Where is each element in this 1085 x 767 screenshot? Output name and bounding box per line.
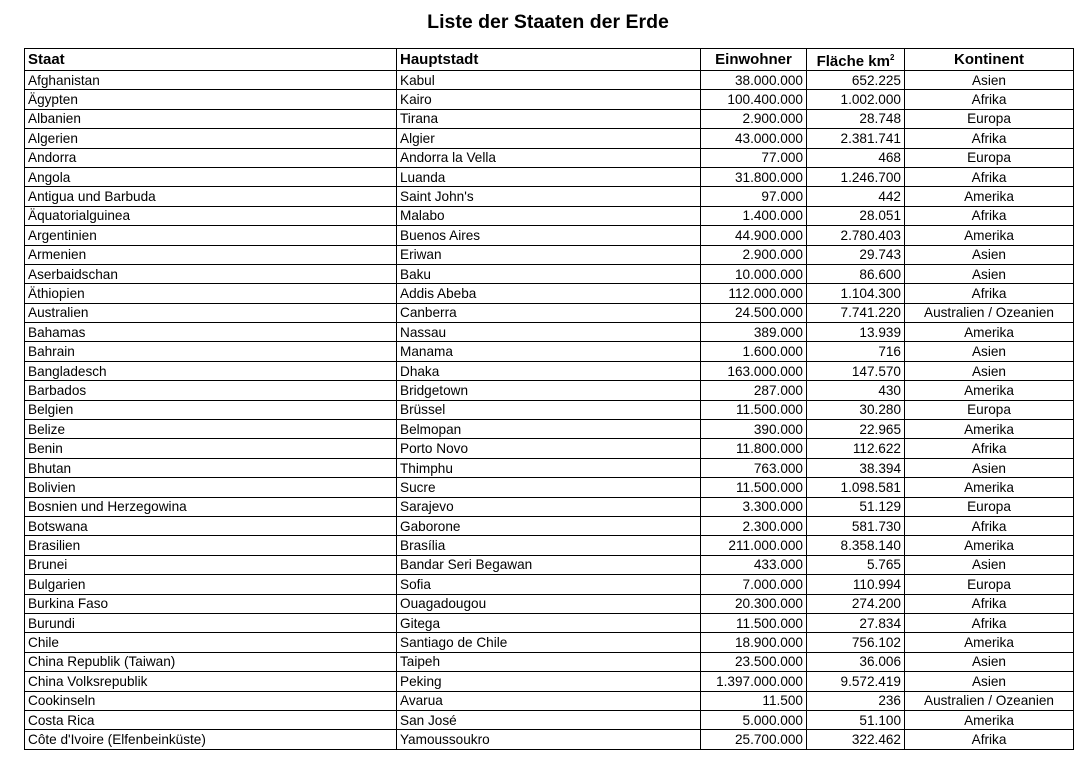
cell-staat: Barbados [25,381,397,400]
cell-einwohner: 44.900.000 [701,226,807,245]
cell-flaeche: 430 [807,381,905,400]
cell-staat: Andorra [25,148,397,167]
cell-kontinent: Afrika [905,439,1074,458]
cell-flaeche: 1.104.300 [807,284,905,303]
cell-flaeche: 581.730 [807,516,905,535]
cell-kontinent: Asien [905,361,1074,380]
column-header-hauptstadt: Hauptstadt [397,49,701,71]
cell-flaeche: 1.002.000 [807,90,905,109]
cell-flaeche: 322.462 [807,730,905,749]
cell-einwohner: 77.000 [701,148,807,167]
cell-hauptstadt: Bandar Seri Begawan [397,555,701,574]
cell-kontinent: Amerika [905,323,1074,342]
cell-kontinent: Amerika [905,187,1074,206]
cell-staat: China Volksrepublik [25,672,397,691]
cell-staat: Ägypten [25,90,397,109]
cell-hauptstadt: Nassau [397,323,701,342]
cell-flaeche: 468 [807,148,905,167]
table-row [25,323,1074,342]
cell-hauptstadt: Thimphu [397,458,701,477]
column-header-flaeche [807,49,905,71]
cell-einwohner: 163.000.000 [701,361,807,380]
cell-staat: Armenien [25,245,397,264]
cell-hauptstadt: Saint John's [397,187,701,206]
table-row [25,303,1074,322]
cell-staat: Botswana [25,516,397,535]
cell-einwohner: 11.500 [701,691,807,710]
table-row [25,536,1074,555]
cell-einwohner: 1.400.000 [701,206,807,225]
cell-hauptstadt: Santiago de Chile [397,633,701,652]
cell-flaeche: 51.129 [807,497,905,516]
cell-staat: Bhutan [25,458,397,477]
cell-einwohner: 43.000.000 [701,129,807,148]
cell-flaeche: 442 [807,187,905,206]
cell-hauptstadt: Brüssel [397,400,701,419]
column-header-einwohner: Einwohner [701,49,807,71]
cell-flaeche: 2.780.403 [807,226,905,245]
cell-staat: Aserbaidschan [25,264,397,283]
cell-staat: Bangladesch [25,361,397,380]
cell-flaeche: 147.570 [807,361,905,380]
cell-einwohner: 25.700.000 [701,730,807,749]
cell-hauptstadt: Kabul [397,71,701,90]
cell-staat: Algerien [25,129,397,148]
cell-flaeche: 86.600 [807,264,905,283]
table-row [25,594,1074,613]
cell-einwohner: 11.500.000 [701,478,807,497]
cell-flaeche: 112.622 [807,439,905,458]
cell-flaeche: 13.939 [807,323,905,342]
cell-hauptstadt: Manama [397,342,701,361]
cell-einwohner: 11.500.000 [701,400,807,419]
cell-einwohner: 23.500.000 [701,652,807,671]
cell-einwohner: 100.400.000 [701,90,807,109]
cell-staat: Belize [25,420,397,439]
cell-einwohner: 112.000.000 [701,284,807,303]
cell-flaeche: 8.358.140 [807,536,905,555]
table-row [25,652,1074,671]
cell-flaeche: 22.965 [807,420,905,439]
table-row [25,264,1074,283]
cell-staat: Benin [25,439,397,458]
cell-flaeche: 38.394 [807,458,905,477]
cell-einwohner: 97.000 [701,187,807,206]
cell-einwohner: 20.300.000 [701,594,807,613]
cell-kontinent: Afrika [905,167,1074,186]
cell-kontinent: Asien [905,458,1074,477]
cell-staat: Äquatorialguinea [25,206,397,225]
cell-flaeche: 1.098.581 [807,478,905,497]
table-row [25,129,1074,148]
cell-staat: Albanien [25,109,397,128]
cell-hauptstadt: Algier [397,129,701,148]
table-row [25,71,1074,90]
table-row [25,613,1074,632]
cell-staat: Brunei [25,555,397,574]
cell-kontinent: Asien [905,652,1074,671]
cell-flaeche: 28.748 [807,109,905,128]
page-title: Liste der Staaten der Erde [427,11,669,33]
table-row [25,187,1074,206]
cell-hauptstadt: San José [397,710,701,729]
column-header-kontinent: Kontinent [905,49,1074,71]
cell-einwohner: 2.300.000 [701,516,807,535]
cell-flaeche: 30.280 [807,400,905,419]
cell-einwohner: 1.600.000 [701,342,807,361]
cell-einwohner: 3.300.000 [701,497,807,516]
cell-einwohner: 763.000 [701,458,807,477]
table-body [25,71,1074,750]
table-row [25,516,1074,535]
cell-einwohner: 433.000 [701,555,807,574]
cell-hauptstadt: Gitega [397,613,701,632]
cell-hauptstadt: Belmopan [397,420,701,439]
cell-staat: Côte d'Ivoire (Elfenbeinküste) [25,730,397,749]
cell-hauptstadt: Baku [397,264,701,283]
table-row [25,439,1074,458]
cell-kontinent: Asien [905,245,1074,264]
table-row [25,458,1074,477]
cell-kontinent: Afrika [905,129,1074,148]
cell-hauptstadt: Bridgetown [397,381,701,400]
cell-flaeche: 2.381.741 [807,129,905,148]
table-row [25,478,1074,497]
cell-flaeche: 27.834 [807,613,905,632]
column-header-flaeche-label: Fläche km [816,53,890,70]
cell-hauptstadt: Brasília [397,536,701,555]
cell-kontinent: Australien / Ozeanien [905,303,1074,322]
cell-flaeche: 28.051 [807,206,905,225]
cell-staat: Australien [25,303,397,322]
cell-flaeche: 36.006 [807,652,905,671]
cell-kontinent: Afrika [905,594,1074,613]
table-row [25,109,1074,128]
cell-staat: Afghanistan [25,71,397,90]
cell-kontinent: Afrika [905,284,1074,303]
cell-einwohner: 31.800.000 [701,167,807,186]
cell-staat: Brasilien [25,536,397,555]
cell-flaeche: 5.765 [807,555,905,574]
cell-flaeche: 274.200 [807,594,905,613]
table-row [25,400,1074,419]
cell-hauptstadt: Porto Novo [397,439,701,458]
cell-staat: China Republik (Taiwan) [25,652,397,671]
cell-staat: Antigua und Barbuda [25,187,397,206]
cell-staat: Bulgarien [25,575,397,594]
cell-hauptstadt: Ouagadougou [397,594,701,613]
table-row [25,420,1074,439]
cell-einwohner: 18.900.000 [701,633,807,652]
cell-einwohner: 11.500.000 [701,613,807,632]
cell-hauptstadt: Dhaka [397,361,701,380]
cell-staat: Äthiopien [25,284,397,303]
cell-kontinent: Amerika [905,381,1074,400]
cell-einwohner: 10.000.000 [701,264,807,283]
table-row [25,226,1074,245]
cell-kontinent: Europa [905,109,1074,128]
table-row [25,90,1074,109]
cell-hauptstadt: Canberra [397,303,701,322]
cell-kontinent: Australien / Ozeanien [905,691,1074,710]
cell-hauptstadt: Andorra la Vella [397,148,701,167]
cell-flaeche: 9.572.419 [807,672,905,691]
table-row [25,710,1074,729]
table-row [25,284,1074,303]
table-row [25,206,1074,225]
column-header-flaeche-superscript: 2 [889,53,895,62]
cell-staat: Bosnien und Herzegowina [25,497,397,516]
cell-hauptstadt: Taipeh [397,652,701,671]
cell-flaeche: 756.102 [807,633,905,652]
table-row [25,672,1074,691]
cell-hauptstadt: Kairo [397,90,701,109]
cell-staat: Angola [25,167,397,186]
cell-einwohner: 287.000 [701,381,807,400]
cell-staat: Bahamas [25,323,397,342]
cell-flaeche: 716 [807,342,905,361]
cell-flaeche: 110.994 [807,575,905,594]
cell-kontinent: Amerika [905,633,1074,652]
cell-einwohner: 38.000.000 [701,71,807,90]
cell-hauptstadt: Avarua [397,691,701,710]
cell-einwohner: 24.500.000 [701,303,807,322]
cell-hauptstadt: Eriwan [397,245,701,264]
cell-kontinent: Asien [905,672,1074,691]
cell-kontinent: Amerika [905,420,1074,439]
cell-flaeche: 51.100 [807,710,905,729]
table-row [25,575,1074,594]
cell-staat: Argentinien [25,226,397,245]
cell-hauptstadt: Yamoussoukro [397,730,701,749]
cell-hauptstadt: Sucre [397,478,701,497]
cell-kontinent: Afrika [905,613,1074,632]
cell-einwohner: 11.800.000 [701,439,807,458]
cell-kontinent: Afrika [905,206,1074,225]
cell-kontinent: Amerika [905,226,1074,245]
table-row [25,381,1074,400]
cell-einwohner: 211.000.000 [701,536,807,555]
column-header-staat: Staat [25,49,397,71]
table-row [25,730,1074,749]
cell-hauptstadt: Malabo [397,206,701,225]
table-row [25,555,1074,574]
cell-kontinent: Asien [905,264,1074,283]
cell-kontinent: Asien [905,342,1074,361]
cell-einwohner: 5.000.000 [701,710,807,729]
cell-hauptstadt: Peking [397,672,701,691]
cell-hauptstadt: Addis Abeba [397,284,701,303]
cell-einwohner: 2.900.000 [701,109,807,128]
cell-flaeche: 29.743 [807,245,905,264]
cell-flaeche: 7.741.220 [807,303,905,322]
cell-hauptstadt: Sarajevo [397,497,701,516]
table-row [25,633,1074,652]
cell-staat: Chile [25,633,397,652]
cell-flaeche: 652.225 [807,71,905,90]
table-row [25,361,1074,380]
cell-hauptstadt: Buenos Aires [397,226,701,245]
cell-kontinent: Asien [905,555,1074,574]
cell-staat: Burundi [25,613,397,632]
cell-hauptstadt: Gaborone [397,516,701,535]
cell-staat: Belgien [25,400,397,419]
cell-einwohner: 390.000 [701,420,807,439]
cell-staat: Bolivien [25,478,397,497]
table-row [25,691,1074,710]
cell-einwohner: 1.397.000.000 [701,672,807,691]
cell-kontinent: Asien [905,71,1074,90]
cell-flaeche: 236 [807,691,905,710]
cell-kontinent: Amerika [905,478,1074,497]
cell-kontinent: Afrika [905,516,1074,535]
table-row [25,497,1074,516]
cell-hauptstadt: Sofia [397,575,701,594]
cell-hauptstadt: Tirana [397,109,701,128]
states-table [24,48,1074,750]
cell-staat: Burkina Faso [25,594,397,613]
cell-kontinent: Amerika [905,536,1074,555]
cell-flaeche: 1.246.700 [807,167,905,186]
cell-hauptstadt: Luanda [397,167,701,186]
table-row [25,148,1074,167]
table-row [25,245,1074,264]
cell-kontinent: Europa [905,148,1074,167]
cell-einwohner: 7.000.000 [701,575,807,594]
cell-einwohner: 2.900.000 [701,245,807,264]
cell-staat: Cookinseln [25,691,397,710]
cell-kontinent: Amerika [905,710,1074,729]
table-row [25,342,1074,361]
cell-staat: Bahrain [25,342,397,361]
cell-einwohner: 389.000 [701,323,807,342]
cell-kontinent: Afrika [905,730,1074,749]
cell-kontinent: Europa [905,400,1074,419]
cell-staat: Costa Rica [25,710,397,729]
table-header-row [25,49,1074,71]
table-row [25,167,1074,186]
cell-kontinent: Afrika [905,90,1074,109]
cell-kontinent: Europa [905,575,1074,594]
cell-kontinent: Europa [905,497,1074,516]
